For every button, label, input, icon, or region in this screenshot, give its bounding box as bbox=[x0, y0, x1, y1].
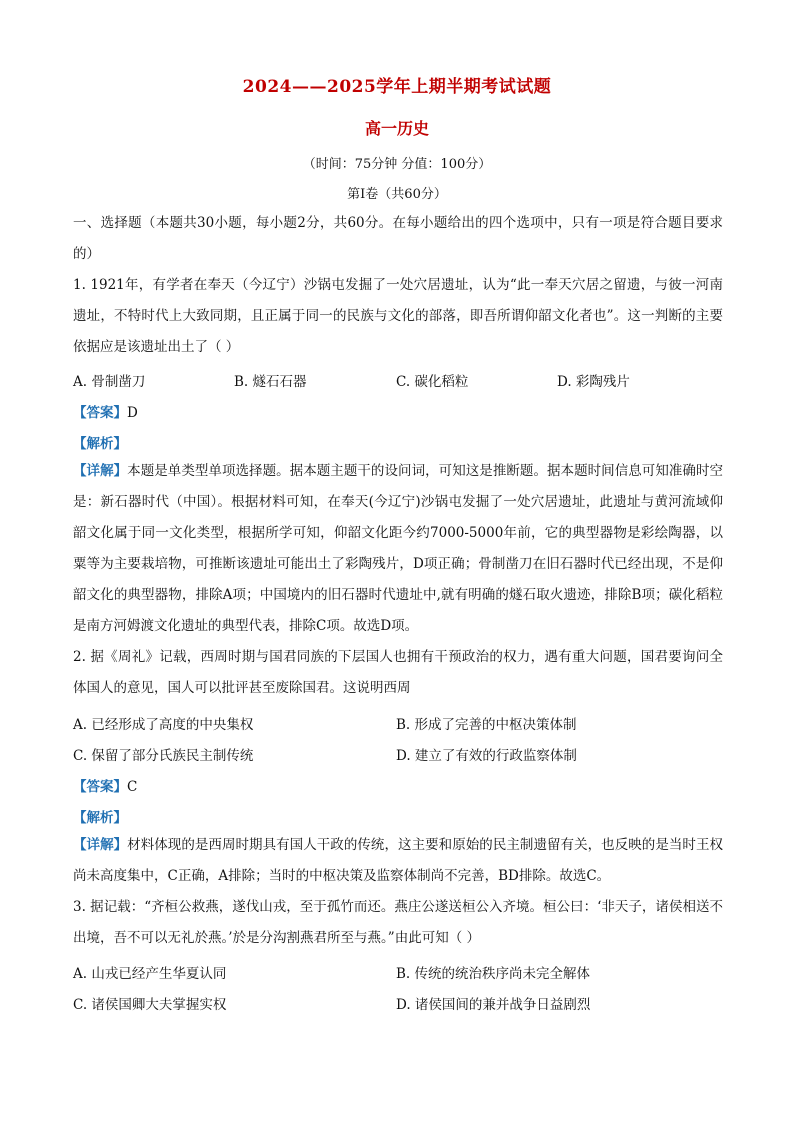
q3-option-d: D. 诸侯国间的兼并战争日益剧烈 bbox=[396, 997, 591, 1013]
q2-option-c: C. 保留了部分氏族民主制传统 bbox=[73, 748, 254, 764]
detail-tag: 【详解】 bbox=[73, 463, 128, 479]
answer-tag: 【答案】 bbox=[73, 405, 127, 421]
q2-option-d: D. 建立了有效的行政监察体制 bbox=[396, 748, 577, 764]
q1-option-a: A. 骨制凿刀 bbox=[73, 374, 146, 390]
q1-detail bbox=[73, 456, 723, 642]
q1-option-b: B. 燧石石器 bbox=[234, 374, 307, 390]
q3-option-a: A. 山戎已经产生华夏认同 bbox=[73, 966, 227, 982]
analysis-tag: 【解析】 bbox=[73, 436, 127, 452]
q1-option-c: C. 碳化稻粒 bbox=[396, 374, 469, 390]
question-3-stem: 3. 据记载：“齐桓公救燕，遂伐山戎，至于孤竹而还。燕庄公遂送桓公入齐境。桓公曰：‘非天子，诸侯相送不出境，吾不可以无礼於燕。’於是分沟割燕君所至与燕。”由此可知（ ） bbox=[73, 899, 723, 946]
exam-title: 2024——2025学年上期半期考试试题 bbox=[242, 77, 552, 97]
q1-analysis bbox=[73, 432, 127, 452]
detail-tag: 【详解】 bbox=[73, 837, 128, 853]
subject-title: 高一历史 bbox=[364, 119, 429, 138]
q2-detail bbox=[73, 830, 723, 892]
q3-option-c: C. 诸侯国卿大夫掌握实权 bbox=[73, 997, 227, 1013]
detail-text: 材料体现的是西周时期具有国人干政的传统，这主要和原始的民主制遗留有关，也反映的是当时王权尚未高度集中，C正确，A排除；当时的中枢决策及监察体制尚不完善，BD排除。故选C。 bbox=[73, 837, 724, 884]
analysis-tag: 【解析】 bbox=[73, 810, 127, 826]
question-1-stem: 1. 1921年，有学者在奉天（今辽宁）沙锅屯发掘了一处穴居遗址，认为“此一奉天穴居之留遗，与彼一河南遗址，不特时代上大致同期，且正属于同一的民族与文化的部落，即吾所谓仰韶文化者也”。这一判断的主要依据应是该遗址出土了（ ） bbox=[73, 277, 723, 355]
question-2-stem: 2. 据《周礼》记载，西周时期与国君同族的下层国人也拥有干预政治的权力，遇有重大问题，国君要询问全体国人的意见，国人可以批评甚至废除国君。这说明西周 bbox=[73, 649, 723, 696]
q1-option-d: D. 彩陶残片 bbox=[557, 374, 630, 390]
q2-option-b: B. 形成了完善的中枢决策体制 bbox=[396, 717, 577, 733]
q2-option-a: A. 已经形成了高度的中央集权 bbox=[73, 717, 254, 733]
q2-analysis bbox=[73, 806, 127, 826]
answer-tag: 【答案】 bbox=[73, 779, 127, 795]
volume-title: 第I卷（共60分） bbox=[347, 187, 447, 202]
q3-option-b: B. 传统的统治秩序尚未完全解体 bbox=[396, 966, 591, 982]
q2-answer bbox=[73, 775, 137, 795]
exam-info: （时间：75分钟 分值：100分） bbox=[302, 157, 492, 172]
answer-value: C bbox=[127, 779, 138, 795]
answer-value: D bbox=[127, 405, 138, 421]
q1-answer bbox=[73, 401, 138, 421]
detail-text: 本题是单类型单项选择题。据本题主题干的设问词，可知这是推断题。据本题时间信息可知准确时空是：新石器时代（中国）。根据材料可知，在奉天(今辽宁)沙锅屯发掘了一处穴居遗址，此遗址与黄河流域仰韶文化属于同一文化类型，根据所学可知，仰韶文化距今约7000-5000年前，它的典型器物是彩绘陶器，以粟等为主要栽培物，可推断该遗址可能出土了彩陶残片，D项正确；骨制凿刀在旧石器时代已经出现，不是仰韶文化的典型器物，排除A项；中国境内的旧石器时代遗址中,就有明确的燧石取火遗迹，排除B项；碳化稻粒是南方河姆渡文化遗址的典型代表，排除C项。故选D项。 bbox=[73, 463, 724, 634]
section-intro: 一、选择题（本题共30小题，每小题2分，共60分。在每小题给出的四个选项中，只有一项是符合题目要求的） bbox=[73, 215, 723, 262]
